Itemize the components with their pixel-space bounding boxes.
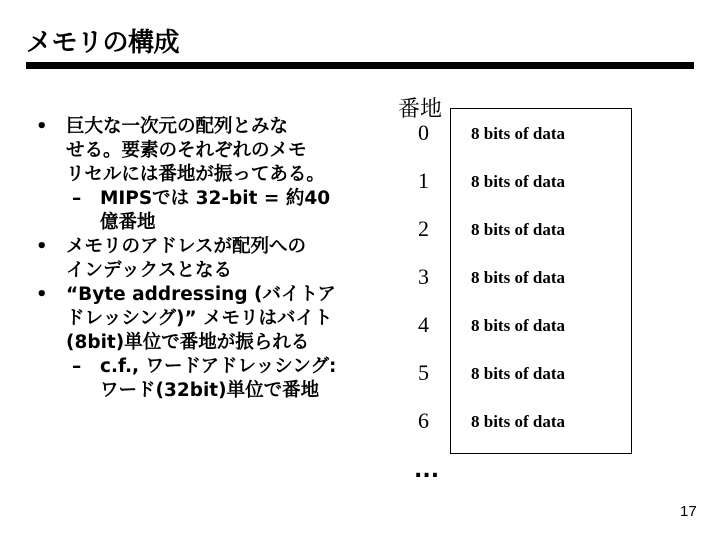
memory-cell: 8 bits of data [471,364,565,383]
address-label: 1 [418,168,429,193]
title-underline [26,62,694,69]
memory-cell: 8 bits of data [471,172,565,191]
bullet-list [30,115,390,403]
bullet-dot-icon: • [36,116,48,137]
bullet-line: メモリのアドレスが配列への [66,236,306,257]
bullet-dot-icon: • [36,284,48,305]
bullet-line: 億番地 [100,212,156,233]
memory-cell: 8 bits of data [471,316,565,335]
bullet-line: ドレッシング)” メモリはバイト [66,308,333,329]
sub-bullet-dash-icon: – [72,188,82,209]
address-ellipsis: ... [414,458,440,483]
address-label: 5 [418,360,429,385]
address-label: 4 [418,312,429,337]
bullet-line: “Byte addressing (バイトア [66,284,336,305]
memory-cell: 8 bits of data [471,124,565,143]
memory-cell: 8 bits of data [471,220,565,239]
sub-bullet-dash-icon: – [72,356,82,377]
bullet-line: c.f., ワードアドレッシング: [100,356,337,377]
bullet-dot-icon: • [36,236,48,257]
memory-cells-box [450,108,632,454]
address-label: 2 [418,216,429,241]
address-label: 6 [418,408,429,433]
page-number: 17 [680,503,697,520]
memory-cell: 8 bits of data [471,268,565,287]
sub-bullet-item [30,187,390,235]
bullet-line: 巨大な一次元の配列とみな [66,116,289,137]
slide-title: メモリの構成 [26,28,180,58]
bullet-line: (8bit)単位で番地が振られる [66,332,310,353]
bullet-line: リセルには番地が振ってある。 [66,164,325,185]
bullet-item [30,115,390,187]
memory-cell: 8 bits of data [471,412,565,431]
bullet-line: MIPSでは 32-bit = 約40 [100,188,331,209]
address-header: 番地 [398,97,443,122]
address-label: 0 [418,120,429,145]
bullet-item [30,283,390,355]
address-label: 3 [418,264,429,289]
sub-bullet-item [30,355,390,403]
bullet-line: ワード(32bit)単位で番地 [100,380,320,401]
bullet-item [30,235,390,283]
bullet-line: インデックスとなる [66,260,232,281]
bullet-line: せる。要素のそれぞれのメモ [66,140,307,161]
